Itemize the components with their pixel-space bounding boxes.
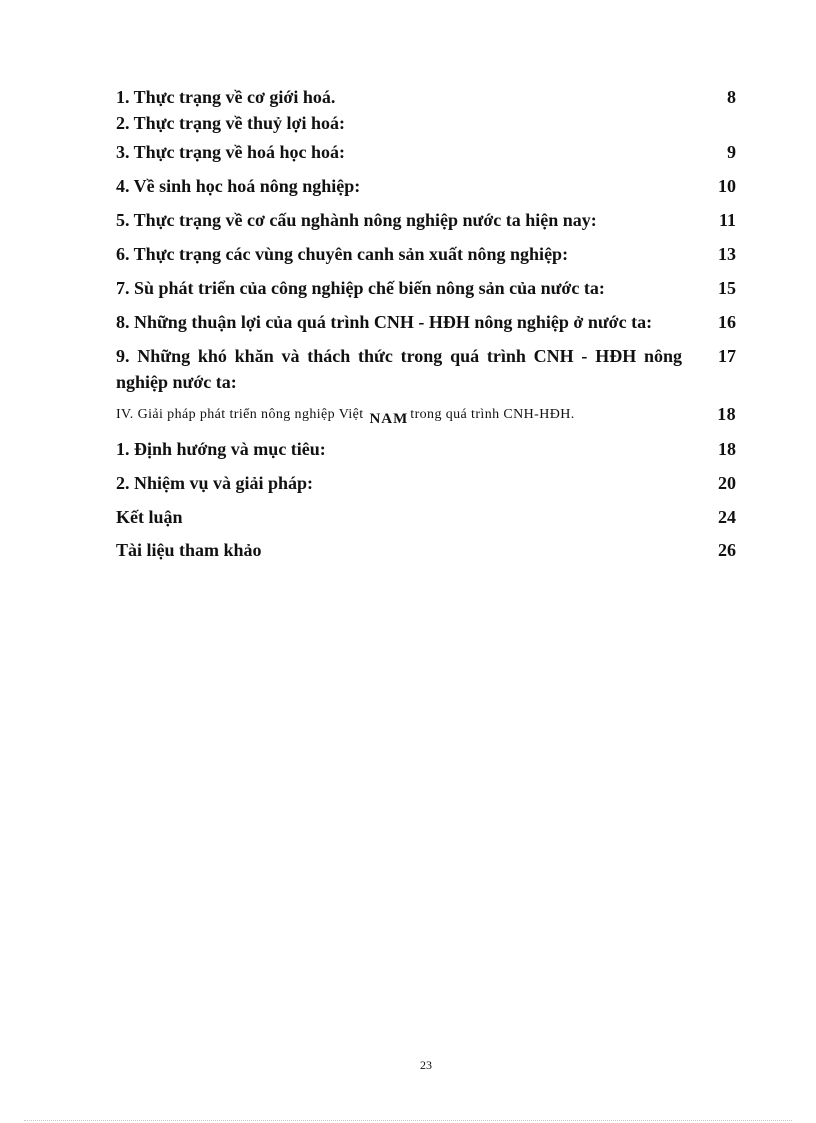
toc-entry-page: 8 [727,87,736,107]
toc-entry-title: 9. Những khó khăn và thách thức trong quá trình CNH - HĐH nông nghiệp nước ta: [116,346,682,392]
toc-entry-page: 24 [718,507,736,527]
toc-entry-title: Tài liệu tham khảo [116,540,262,560]
toc-entry-title-part: IV. Giải pháp phát triển nông nghiệp Việt [116,407,364,422]
toc-entry-title: 1. Thực trạng về cơ giới hoá. [116,87,336,107]
toc-entry [116,207,736,233]
toc-entry-title: 3. Thực trạng về hoá học hoá: [116,142,345,162]
toc-entry-page: 20 [718,473,736,493]
toc-entry-title [116,401,712,428]
toc-entry-title: 2. Thực trạng về thuỷ lợi hoá: [116,113,345,133]
toc-entry [116,470,736,496]
toc-entry-page: 13 [718,244,736,264]
toc-entry-page: 18 [718,439,736,459]
toc-entry-title: 1. Định hướng và mục tiêu: [116,439,326,459]
toc-entry [116,343,736,395]
toc-entry [116,275,736,301]
toc-entry-title-part: NAM [369,411,409,427]
toc-entry [116,84,736,110]
toc-entry-title: 6. Thực trạng các vùng chuyên canh sản xuất nông nghiệp: [116,244,569,264]
toc-entry [116,241,736,267]
toc-entry-page: 10 [718,176,736,196]
toc-entry [116,504,736,530]
page-number: 23 [420,1058,432,1072]
toc-entry [116,110,736,136]
page-bottom-divider [24,1120,792,1121]
toc-entry [116,173,736,199]
toc-entry [116,436,736,462]
toc-entry-page: 15 [718,278,736,298]
toc-entry-title: 4. Về sinh học hoá nông nghiệp: [116,176,361,196]
toc-entry-page: 16 [718,312,736,332]
toc-entry-title: 2. Nhiệm vụ và giải pháp: [116,473,314,493]
toc-entry-title: Kết luận [116,507,183,527]
toc-entry-title: 7. Sù phát triển của công nghiệp chế biến nông sản của nước ta: [116,278,605,298]
toc-entry-page: 11 [718,210,736,230]
toc-entry-title: 8. Những thuận lợi của quá trình CNH - HĐH nông nghiệp ở nước ta: [116,312,653,332]
toc-entry [116,537,736,563]
toc-entry [116,139,736,165]
toc-entry-page: 26 [718,540,736,560]
toc-entry-page: 9 [727,142,736,162]
toc-entry-title: 5. Thực trạng về cơ cấu nghành nông nghiệp nước ta hiện nay: [116,210,597,230]
toc-entry-page: 18 [717,404,736,424]
toc-entry [116,401,736,428]
toc-entry-page: 17 [718,346,736,366]
toc-entry-title-part: trong quá trình CNH-HĐH. [410,407,575,422]
toc-entry [116,309,736,335]
table-of-contents [116,84,736,563]
